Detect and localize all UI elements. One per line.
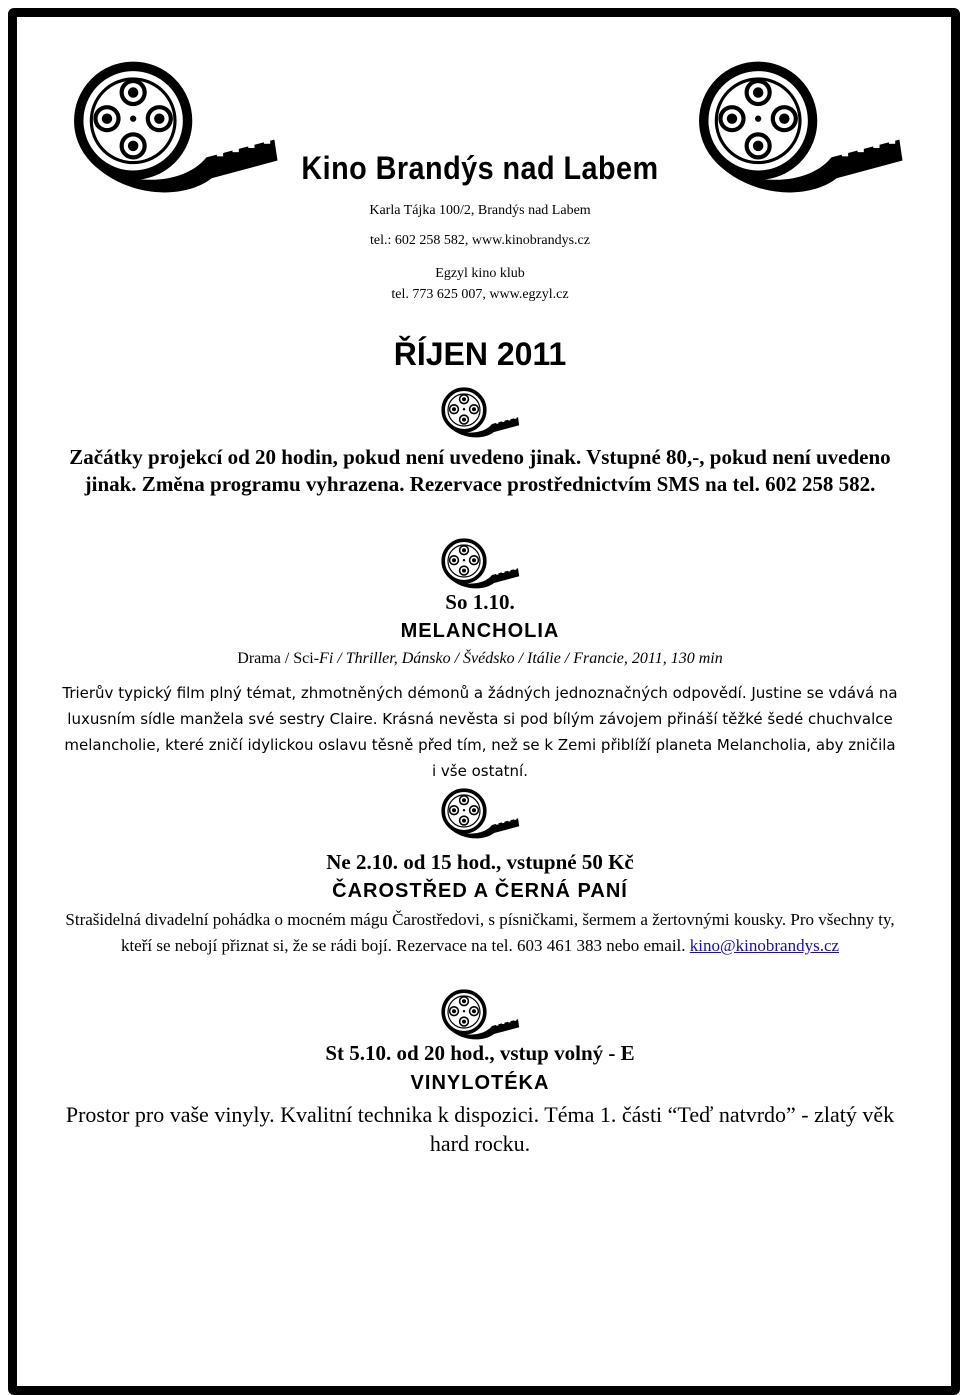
event-title: MELANCHOLIA — [400, 620, 560, 642]
genre-rest: Fi / Thriller, Dánsko / Švédsko / Itálie / Francie, 2011, 130 min — [319, 650, 723, 667]
contact: tel.: 602 258 582, www.kinobrandys.cz — [370, 233, 590, 248]
address: Karla Tájka 100/2, Brandýs nad Labem — [369, 203, 591, 218]
event-title: VINYLOTÉKA — [410, 1072, 550, 1094]
film-reel-icon — [440, 787, 520, 839]
event-genre — [0, 650, 960, 668]
event-title: ČAROSTŘED A ČERNÁ PANÍ — [332, 880, 628, 902]
page-title: Kino Brandýs nad Labem — [301, 150, 659, 186]
intro-text: Začátky projekcí od 20 hodin, pokud není uvedeno jinak. Vstupné 80,-, pokud není uvedeno jinak. Změna programu vyhrazena. Rezervace prostřednictvím SMS na tel. 602 258 582. — [69, 445, 891, 496]
film-reel-icon — [695, 58, 905, 194]
event-description — [60, 907, 900, 959]
genre-prefix: Drama / Sci- — [237, 650, 320, 667]
film-reel-icon — [70, 58, 280, 194]
month-heading: ŘÍJEN 2011 — [393, 336, 567, 372]
email-link[interactable]: kino@kinobrandys.cz — [689, 936, 840, 955]
event-date: Ne 2.10. od 15 hod., vstupné 50 Kč — [326, 850, 634, 874]
event-description: Prostor pro vaše vinyly. Kvalitní technika k dispozici. Téma 1. části “Teď natvrdo” - zlatý věk hard rocku. — [65, 1102, 895, 1156]
event-description-text: Strašidelná divadelní pohádka o mocném mágu Čarostředovi, s písničkami, šermem a žertovnými kousky. Pro všechny ty, kteří se nebojí přiznat si, že se rádi bojí. Rezervace na tel. 603 461 383 nebo email. — [65, 910, 895, 955]
film-reel-icon — [440, 537, 520, 589]
film-reel-icon — [440, 988, 520, 1040]
club-name: Egzyl kino klub — [435, 266, 525, 281]
event-date: So 1.10. — [445, 590, 515, 614]
event-date: St 5.10. od 20 hod., vstup volný - E — [325, 1041, 635, 1065]
event-description: Trierův typický film plný témat, zhmotněných démonů a žádných jednoznačných odpovědí. Justine se vdává na luxusním sídle manžela své sestry Claire. Krásná nevěsta si pod bílým závojem přináší těžké šedé chuchvalce melancholie, které zničí idylickou oslavu těsně před tím, než se k Zemi přiblíží planeta Melancholia, aby zničila i vše ostatní. — [62, 684, 898, 780]
film-reel-icon — [440, 386, 520, 438]
club-contact: tel. 773 625 007, www.egzyl.cz — [391, 287, 569, 302]
